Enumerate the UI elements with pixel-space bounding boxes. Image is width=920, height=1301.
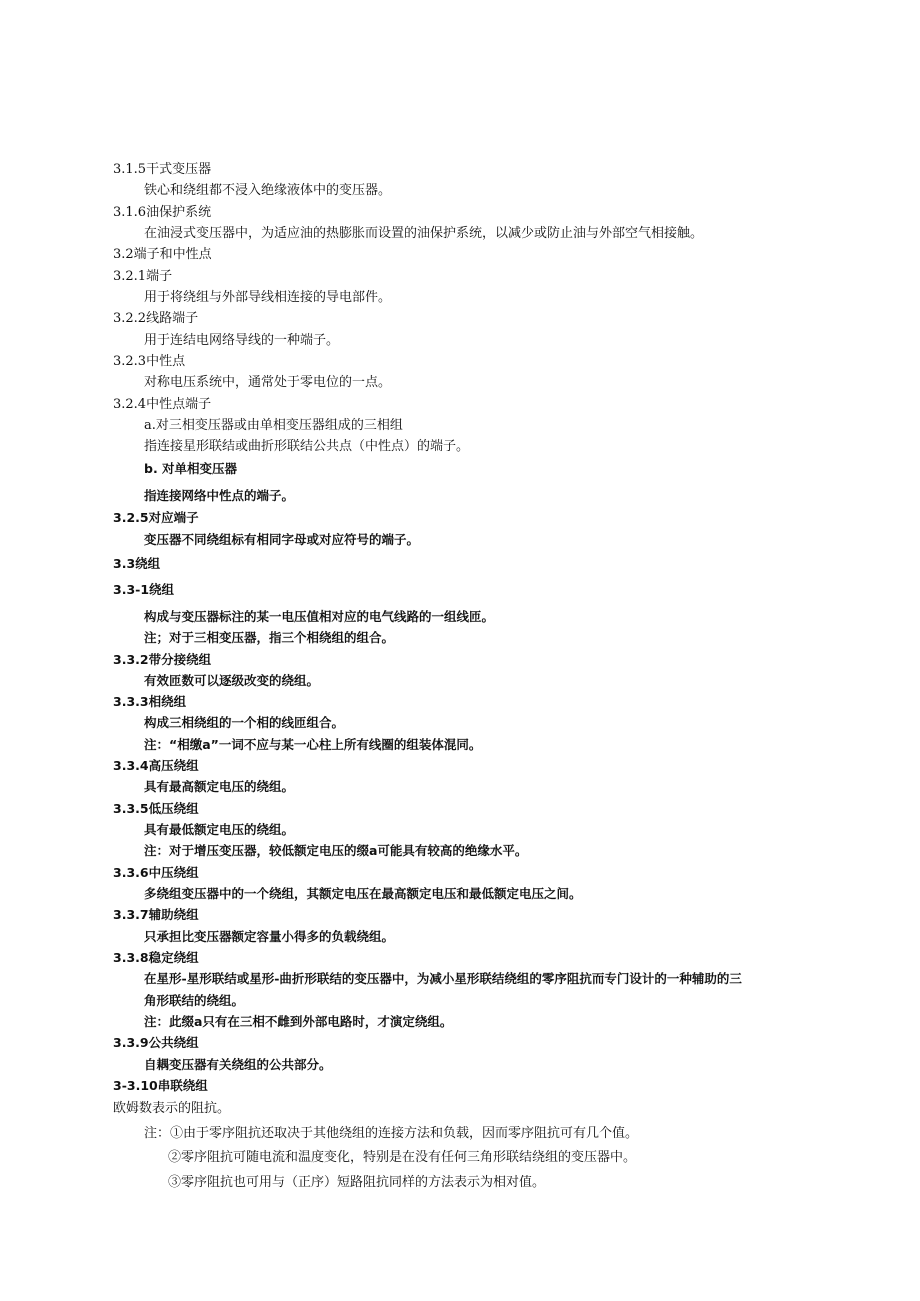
definition-text: 多绕组变压器中的一个绕组，其额定电压在最高额定电压和最低额定电压之间。 xyxy=(144,886,582,901)
definition-text: 用于连结电网络导线的一种端子。 xyxy=(144,333,340,348)
definition-text: 具有最高额定电压的绕组。 xyxy=(144,779,295,794)
section-heading: 3.3.3相绕组 xyxy=(113,694,187,709)
definition-text: 欧姆数表示的阻抗。 xyxy=(113,1101,231,1116)
definition-text-continued: 角形联结的绕组。 xyxy=(144,993,245,1008)
section-heading: 3.3.7辅助绕组 xyxy=(113,907,199,922)
note-text: 注：“相缴a”一词不应与某一心柱上所有线圈的组装体混同。 xyxy=(144,737,482,752)
section-heading: 3.3.6中压绕组 xyxy=(113,865,199,880)
section-heading: 3.3.4高压绕组 xyxy=(113,758,199,773)
definition-text: 有效匝数可以逐级改变的绕组。 xyxy=(144,673,320,688)
note-text: ②零序阻抗可随电流和温度变化，特别是在没有任何三角形联结绕组的变压器中。 xyxy=(168,1150,637,1165)
note-text: 注；对于三相变压器，指三个相绕组的组合。 xyxy=(144,630,395,645)
section-heading: 3.3绕组 xyxy=(113,556,161,571)
definition-text: 只承担比变压器额定容量小得多的负载绕组。 xyxy=(144,929,395,944)
section-heading: 3.1.6油保护系统 xyxy=(113,205,212,220)
section-heading: 3.2.3中性点 xyxy=(113,354,186,369)
section-heading: 3.2.5对应端子 xyxy=(113,510,199,525)
definition-text: 自耦变压器有关绕组的公共部分。 xyxy=(144,1057,332,1072)
section-heading: 3.2.1端子 xyxy=(113,269,173,284)
section-heading: 3.2端子和中性点 xyxy=(113,247,212,262)
note-text: ③零序阻抗也可用与（正序）短路阻抗同样的方法表示为相对值。 xyxy=(168,1175,546,1190)
definition-text: 在星形-星形联结或星形-曲折形联结的变压器中，为减小星形联结绕组的零序阻抗而专门设计的一种辅助的三 xyxy=(144,971,742,986)
definition-text: 具有最低额定电压的绕组。 xyxy=(144,822,295,837)
section-heading: 3.3.5低压绕组 xyxy=(113,801,199,816)
definition-text: 铁心和绕组都不浸入绝缘液体中的变压器。 xyxy=(144,183,392,198)
definition-text: 指连接网络中性点的端子。 xyxy=(144,488,295,503)
definition-text: 变压器不同绕组标有相同字母或对应符号的端子。 xyxy=(144,532,420,547)
note-text: 注：对于增压变压器，较低额定电压的缀a可能具有较高的绝缘水平。 xyxy=(144,843,528,858)
definition-text: 构成与变压器标注的某一电压值相对应的电气线路的一组线匝。 xyxy=(144,609,495,624)
definition-text: 指连接星形联结或曲折形联结公共点（中性点）的端子。 xyxy=(144,439,470,454)
section-heading: 3.2.2线路端子 xyxy=(113,311,199,326)
section-heading: 3.3.9公共绕组 xyxy=(113,1035,199,1050)
note-text: 注：此缀a只有在三相不雌到外部电路时，才演定绕组。 xyxy=(144,1014,453,1029)
definition-text: a.对三相变压器或由单相变压器组成的三相组 xyxy=(144,418,403,433)
section-heading: 3.3.8稳定绕组 xyxy=(113,950,199,965)
definition-text: 构成三相绕组的一个相的线匝组合。 xyxy=(144,715,345,730)
section-heading: 3.2.4中性点端子 xyxy=(113,397,212,412)
section-heading: 3.1.5干式变压器 xyxy=(113,162,212,177)
definition-text: b. 对单相变压器 xyxy=(144,461,238,476)
note-text: 注：①由于零序阻抗还取决于其他绕组的连接方法和负载，因而零序阻抗可有几个值。 xyxy=(144,1126,639,1141)
section-heading: 3.3.2带分接绕组 xyxy=(113,652,212,667)
section-heading: 3.3-1绕组 xyxy=(113,582,175,597)
definition-text: 在油浸式变压器中，为适应油的热膨胀而设置的油保护系统，以减少或防止油与外部空气相接触。 xyxy=(144,226,704,241)
definition-text: 对称电压系统中，通常处于零电位的一点。 xyxy=(144,375,392,390)
definition-text: 用于将绕组与外部导线相连接的导电部件。 xyxy=(144,290,392,305)
section-heading: 3-3.10串联绕组 xyxy=(113,1078,208,1093)
